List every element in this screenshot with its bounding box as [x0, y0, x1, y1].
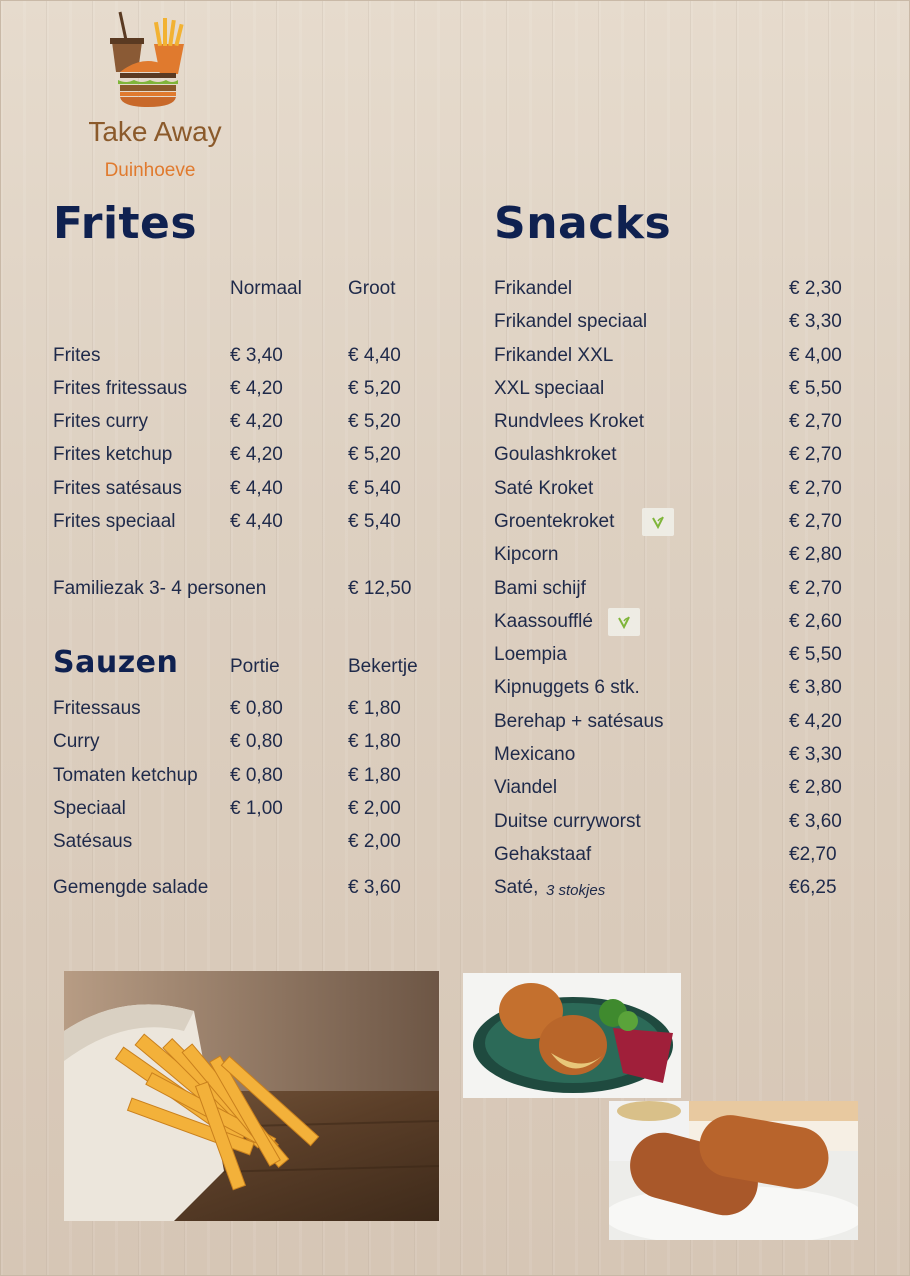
item-price: € 2,70: [789, 511, 842, 532]
leaf-sprout-icon: [651, 515, 665, 529]
price-bekertje: € 2,00: [348, 798, 401, 819]
item-price: € 3,60: [789, 811, 842, 832]
leaf-sprout-icon: [617, 615, 631, 629]
item-name: Frites ketchup: [53, 444, 173, 465]
frites-col-normaal: Normaal: [230, 278, 302, 299]
frites-col-groot: Groot: [348, 278, 396, 299]
item-name: Speciaal: [53, 798, 126, 819]
price-normaal: € 3,40: [230, 345, 283, 366]
kroketten-photo: [609, 1101, 858, 1240]
item-name: Goulashkroket: [494, 444, 617, 465]
price-groot: € 5,20: [348, 411, 401, 432]
burger-fries-drink-logo-icon: [106, 10, 196, 110]
item-name: Rundvlees Kroket: [494, 411, 644, 432]
item-price: € 3,80: [789, 677, 842, 698]
frites-heading: Frites: [53, 198, 198, 249]
price-bekertje: € 1,80: [348, 731, 401, 752]
item-price: € 3,30: [789, 744, 842, 765]
item-price: € 5,50: [789, 378, 842, 399]
item-name: Tomaten ketchup: [53, 765, 198, 786]
price-portie: € 1,00: [230, 798, 283, 819]
item-note: 3 stokjes: [546, 882, 606, 899]
item-price: € 2,60: [789, 611, 842, 632]
item-price: €2,70: [789, 844, 837, 865]
price-normaal: € 4,40: [230, 511, 283, 532]
item-price: € 2,80: [789, 777, 842, 798]
item-name: Viandel: [494, 777, 558, 798]
logo: [80, 10, 230, 180]
item-name: Frites curry: [53, 411, 148, 432]
item-name: Satésaus: [53, 831, 133, 852]
item-name: Frites satésaus: [53, 478, 182, 499]
item-price: € 2,70: [789, 411, 842, 432]
vegetarian-badge: [608, 608, 640, 636]
croquettes-plate-photo: [463, 973, 681, 1098]
item-name: Gehakstaaf: [494, 844, 592, 865]
item-price: € 3,30: [789, 311, 842, 332]
item-name: Frites fritessaus: [53, 378, 188, 399]
price-groot: € 5,40: [348, 478, 401, 499]
item-name: Bami schijf: [494, 578, 586, 599]
salade-name: Gemengde salade: [53, 877, 209, 898]
item-name: Loempia: [494, 644, 567, 665]
price-normaal: € 4,40: [230, 478, 283, 499]
item-price: € 2,70: [789, 478, 842, 499]
price-groot: € 5,20: [348, 378, 401, 399]
price-groot: € 5,20: [348, 444, 401, 465]
item-name: Frikandel speciaal: [494, 311, 648, 332]
logo-subtitle: Duinhoeve: [104, 160, 196, 181]
sauzen-heading: Sauzen: [53, 645, 179, 680]
item-price: € 2,70: [789, 578, 842, 599]
item-name: Frikandel XXL: [494, 345, 614, 366]
croquettes-plate-image: [463, 973, 681, 1098]
item-price: €6,25: [789, 877, 837, 898]
item-name: Kaassoufflé: [494, 611, 593, 632]
item-name: Frikandel: [494, 278, 573, 299]
price-bekertje: € 2,00: [348, 831, 401, 852]
item-price: € 4,00: [789, 345, 842, 366]
salade-price: € 3,60: [348, 877, 401, 898]
price-bekertje: € 1,80: [348, 765, 401, 786]
item-name: Frites speciaal: [53, 511, 176, 532]
snacks-heading: Snacks: [494, 198, 672, 249]
logo-title: Take Away: [88, 116, 222, 147]
price-bekertje: € 1,80: [348, 698, 401, 719]
fries-cone-image: [64, 971, 439, 1221]
item-name: Curry: [53, 731, 100, 752]
sauzen-col-portie: Portie: [230, 656, 280, 677]
item-name: Frites: [53, 345, 101, 366]
item-name: Kipcorn: [494, 544, 559, 565]
familiezak-name: Familiezak 3- 4 personen: [53, 578, 267, 599]
item-price: € 2,30: [789, 278, 842, 299]
price-normaal: € 4,20: [230, 411, 283, 432]
item-price: € 4,20: [789, 711, 842, 732]
price-normaal: € 4,20: [230, 444, 283, 465]
item-name: XXL speciaal: [494, 378, 605, 399]
item-name: Berehap + satésaus: [494, 711, 664, 732]
price-portie: € 0,80: [230, 731, 283, 752]
fries-photo: [64, 971, 439, 1221]
item-name: Mexicano: [494, 744, 576, 765]
sauzen-col-bekertje: Bekertje: [348, 656, 418, 677]
price-normaal: € 4,20: [230, 378, 283, 399]
item-name: Saté,: [494, 877, 539, 898]
item-name: Duitse curryworst: [494, 811, 641, 832]
item-price: € 5,50: [789, 644, 842, 665]
price-groot: € 5,40: [348, 511, 401, 532]
item-price: € 2,70: [789, 444, 842, 465]
vegetarian-badge: [642, 508, 674, 536]
item-name: Kipnuggets 6 stk.: [494, 677, 640, 698]
familiezak-price: € 12,50: [348, 578, 412, 599]
price-portie: € 0,80: [230, 698, 283, 719]
item-name: Fritessaus: [53, 698, 141, 719]
item-price: € 2,80: [789, 544, 842, 565]
item-name: Groentekroket: [494, 511, 615, 532]
price-portie: € 0,80: [230, 765, 283, 786]
price-groot: € 4,40: [348, 345, 401, 366]
kroketten-image: [609, 1101, 858, 1240]
item-name: Saté Kroket: [494, 478, 594, 499]
